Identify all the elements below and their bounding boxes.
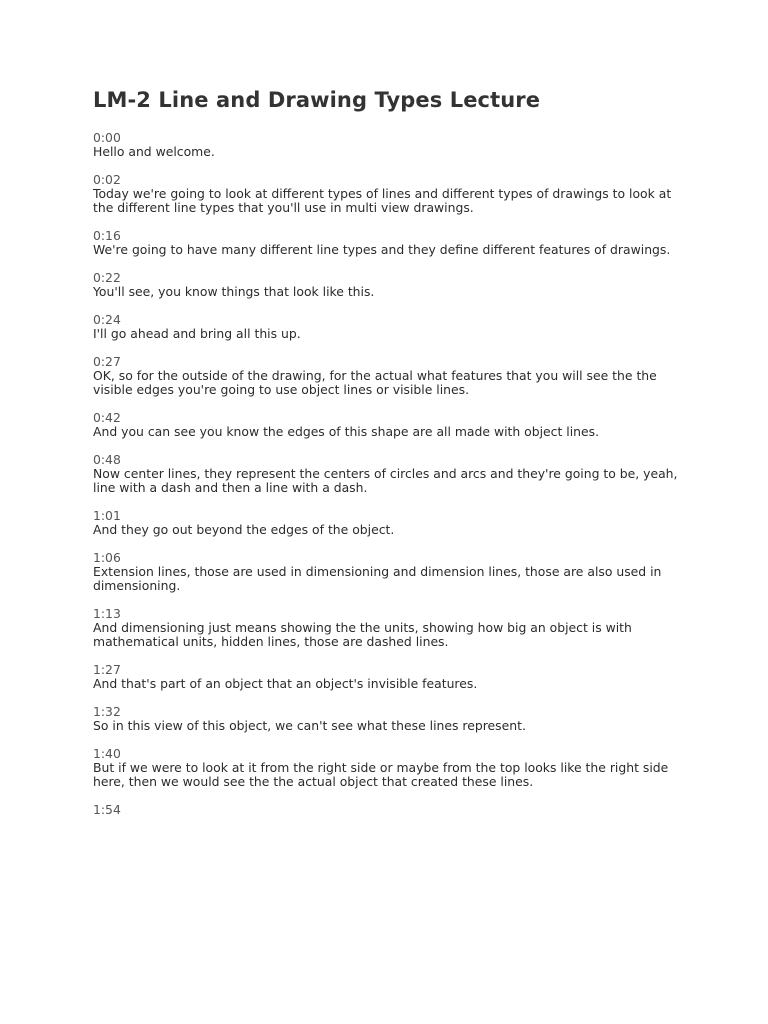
transcript-entry bbox=[93, 453, 683, 495]
transcript-text: And dimensioning just means showing the the units, showing how big an object is with mathematical units, hidden lines, those are dashed lines. bbox=[93, 620, 632, 649]
transcript-text: Extension lines, those are used in dimensioning and dimension lines, those are also used in dimensioning. bbox=[93, 564, 662, 593]
transcript-text: But if we were to look at it from the right side or maybe from the top looks like the right side here, then we would see the the actual object that created these lines. bbox=[93, 760, 669, 789]
transcript-text: Today we're going to look at different types of lines and different types of drawings to look at the different line types that you'll use in multi view drawings. bbox=[93, 186, 672, 215]
transcript-text: I'll go ahead and bring all this up. bbox=[93, 326, 301, 341]
transcript-entry bbox=[93, 173, 683, 215]
transcript-text: OK, so for the outside of the drawing, for the actual what features that you will see the the visible edges you're going to use object lines or visible lines. bbox=[93, 368, 657, 397]
timestamp: 0:22 bbox=[93, 270, 121, 285]
transcript-entry bbox=[93, 607, 683, 649]
transcript-entry bbox=[93, 509, 683, 537]
transcript-text: Hello and welcome. bbox=[93, 144, 215, 159]
timestamp: 0:24 bbox=[93, 312, 121, 327]
transcript-entry bbox=[93, 271, 683, 299]
timestamp: 1:13 bbox=[93, 606, 121, 621]
transcript-entry bbox=[93, 411, 683, 439]
transcript-text: And you can see you know the edges of this shape are all made with object lines. bbox=[93, 424, 600, 439]
timestamp: 0:42 bbox=[93, 410, 121, 425]
transcript-entry bbox=[93, 313, 683, 341]
timestamp: 1:40 bbox=[93, 746, 121, 761]
transcript-entry bbox=[93, 803, 683, 817]
timestamp: 1:54 bbox=[93, 802, 121, 817]
timestamp: 1:32 bbox=[93, 704, 121, 719]
transcript-text: And they go out beyond the edges of the object. bbox=[93, 522, 395, 537]
transcript-entry bbox=[93, 551, 683, 593]
transcript-entry bbox=[93, 229, 683, 257]
transcript-entry bbox=[93, 747, 683, 789]
timestamp: 1:01 bbox=[93, 508, 121, 523]
page-title: LM-2 Line and Drawing Types Lecture bbox=[93, 88, 541, 112]
transcript-entry bbox=[93, 355, 683, 397]
transcript-entry bbox=[93, 131, 683, 159]
transcript-text: Now center lines, they represent the centers of circles and arcs and they're going to be, yeah, line with a dash and then a line with a dash. bbox=[93, 466, 678, 495]
transcript-text: So in this view of this object, we can't see what these lines represent. bbox=[93, 718, 526, 733]
transcript-entry bbox=[93, 663, 683, 691]
timestamp: 0:16 bbox=[93, 228, 121, 243]
timestamp: 0:48 bbox=[93, 452, 121, 467]
transcript-text: You'll see, you know things that look like this. bbox=[93, 284, 375, 299]
timestamp: 0:02 bbox=[93, 172, 121, 187]
transcript-text: And that's part of an object that an object's invisible features. bbox=[93, 676, 478, 691]
transcript-entry bbox=[93, 705, 683, 733]
transcript-text: We're going to have many different line types and they define different features of drawings. bbox=[93, 242, 671, 257]
timestamp: 1:27 bbox=[93, 662, 121, 677]
timestamp: 1:06 bbox=[93, 550, 121, 565]
timestamp: 0:27 bbox=[93, 354, 121, 369]
document-page bbox=[93, 86, 683, 831]
timestamp: 0:00 bbox=[93, 130, 121, 145]
